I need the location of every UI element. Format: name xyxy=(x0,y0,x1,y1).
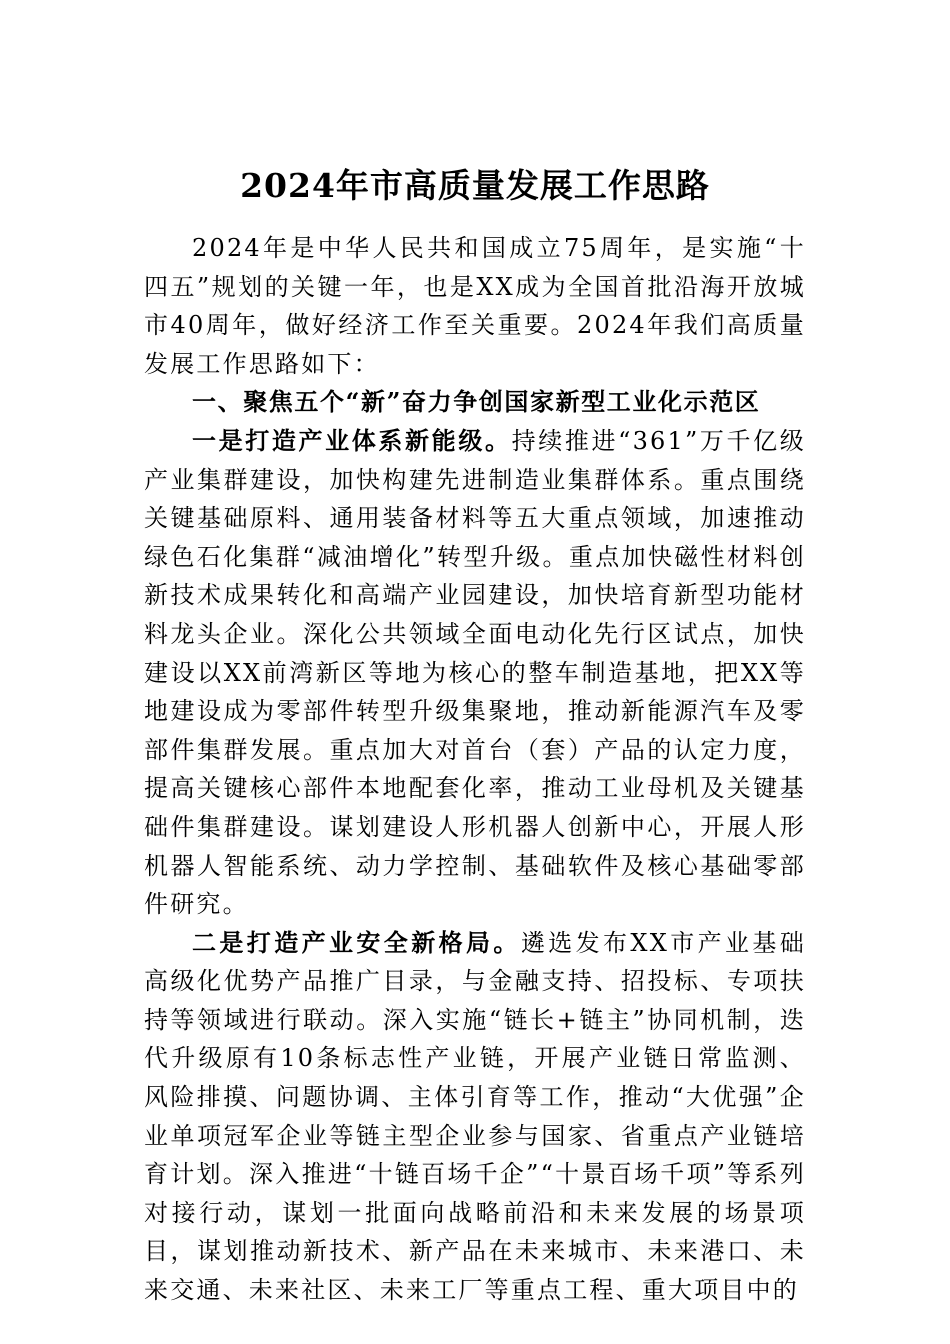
paragraph-text: 持续推进“361”万千亿级产业集群建设，加快构建先进制造业集群体系。重点围绕关键基础原料、通用装备材料等五大重点领域，加速推动绿色石化集群“减油增化”转型升级。重点加快磁性材料创新技术成果转化和高端产业园建设，加快培育新型功能材料龙头企业。深化公共领域全面电动化先行区试点，加快建设以XX前湾新区等地为核心的整车制造基地，把XX等地建设成为零部件转型升级集聚地，推动新能源汽车及零部件集群发展。重点加大对首台（套）产品的认定力度，提高关键核心部件本地配套化率，推动工业母机及关键基础件集群建设。谋划建设人形机器人创新中心，开展人形机器人智能系统、动力学控制、基础软件及核心基础零部件研究。 xyxy=(144,426,806,919)
body-paragraph xyxy=(144,924,806,1310)
document-body xyxy=(144,229,806,1310)
paragraph-lead: 二是打造产业安全新格局。 xyxy=(192,927,521,957)
body-paragraph xyxy=(144,422,806,924)
intro-paragraph: 2024年是中华人民共和国成立75周年，是实施“十四五”规划的关键一年，也是XX成为全国首批沿海开放城市40周年，做好经济工作至关重要。2024年我们高质量发展工作思路如下： xyxy=(144,234,806,378)
section-heading: 一、聚焦五个“新”奋力争创国家新型工业化示范区 xyxy=(192,387,761,417)
paragraph-lead: 一是打造产业体系新能级。 xyxy=(192,425,512,455)
paragraph-text: 遴选发布XX市产业基础高级化优势产品推广目录，与金融支持、招投标、专项扶持等领域进行联动。深入实施“链长+链主”协同机制，迭代升级原有10条标志性产业链，开展产业链日常监测、风险排摸、问题协调、主体引育等工作，推动“大优强”企业单项冠军企业等链主型企业参与国家、省重点产业链培育计划。深入推进“十链百场千企”“十景百场千项”等系列对接行动，谋划一批面向战略前沿和未来发展的场景项目，谋划推动新技术、新产品在未来城市、未来港口、未来交通、未来社区、未来工厂等重点工程、重大项目中的 xyxy=(144,928,806,1305)
document-title: 2024年市高质量发展工作思路 xyxy=(240,166,710,205)
